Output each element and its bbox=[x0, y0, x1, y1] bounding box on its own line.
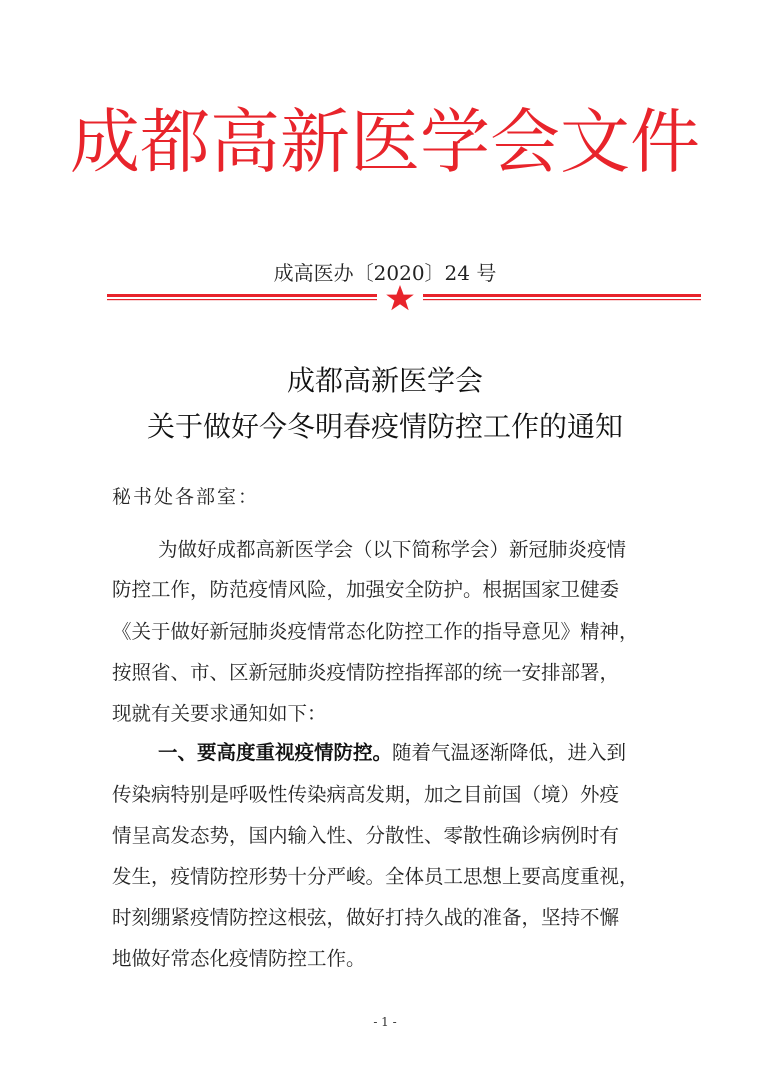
document-number: 成高医办〔2020〕24 号 bbox=[273, 261, 497, 285]
red-rule-left bbox=[107, 294, 377, 297]
page-number: - 1 - bbox=[373, 1015, 397, 1029]
red-rule-left-thin bbox=[107, 299, 377, 300]
paragraph-line: 地做好常态化疫情防控工作。 bbox=[112, 947, 366, 970]
red-rule-right-thin bbox=[423, 299, 701, 300]
paragraph-line: 时刻绷紧疫情防控这根弦，做好打持久战的准备，坚持不懈 bbox=[112, 906, 620, 929]
section-text: 随着气温逐渐降低，进入到 bbox=[392, 741, 627, 764]
salutation: 秘书处各部室： bbox=[112, 486, 260, 508]
paragraph-line: 情呈高发态势，国内输入性、分散性、零散性确诊病例时有 bbox=[112, 824, 620, 847]
red-rule-right bbox=[423, 294, 701, 297]
section-first-line bbox=[158, 738, 626, 768]
paragraph-line: 按照省、市、区新冠肺炎疫情防控指挥部的统一安排部署， bbox=[112, 661, 620, 684]
paragraph-line: 传染病特别是呼吸性传染病高发期，加之目前国（境）外疫 bbox=[112, 783, 620, 806]
red-rule-with-star bbox=[107, 283, 701, 313]
notice-title-line2: 关于做好今冬明春疫情防控工作的通知 bbox=[146, 410, 623, 443]
paragraph-line: 《关于做好新冠肺炎疫情常态化防控工作的指导意见》精神， bbox=[112, 620, 639, 643]
section-heading: 一、要高度重视疫情防控。 bbox=[158, 741, 393, 764]
notice-title-line1: 成都高新医学会 bbox=[286, 364, 483, 397]
paragraph-line: 为做好成都高新医学会（以下简称学会）新冠肺炎疫情 bbox=[158, 538, 627, 561]
paragraph-line: 防控工作，防范疫情风险，加强安全防护。根据国家卫健委 bbox=[112, 578, 620, 601]
masthead-title: 成都高新医学会文件 bbox=[70, 101, 700, 183]
red-star-icon bbox=[386, 285, 414, 310]
paragraph-line: 发生，疫情防控形势十分严峻。全体员工思想上要高度重视， bbox=[112, 865, 639, 888]
paragraph-line: 现就有关要求通知如下： bbox=[112, 702, 327, 725]
